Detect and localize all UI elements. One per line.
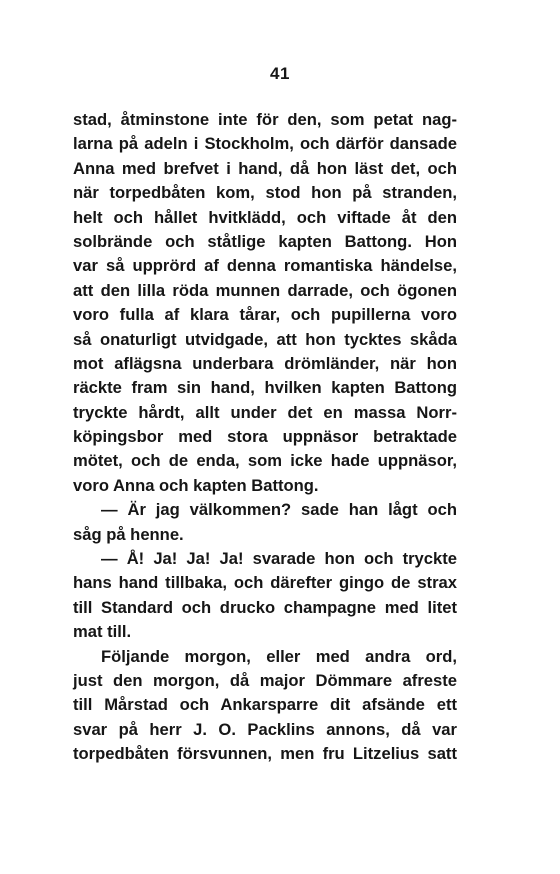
text-line: till Standard och drucko champagne med litet xyxy=(73,597,457,617)
text-line: såg på henne. xyxy=(73,524,184,544)
text-line: solbrände och ståtlige kapten Battong. Hon xyxy=(73,231,457,251)
text-line: larna på adeln i Stockholm, och därför dansade xyxy=(73,134,457,154)
text-line: — Å! Ja! Ja! Ja! svarade hon och tryckte xyxy=(101,549,457,569)
text-line: var så upprörd af denna romantiska händelse, xyxy=(73,256,457,276)
text-line: när torpedbåten kom, stod hon på stranden, xyxy=(73,183,457,203)
text-line: Följande morgon, eller med andra ord, xyxy=(101,646,457,666)
body-text xyxy=(73,108,457,767)
text-line: räckte fram sin hand, hvilken kapten Battong xyxy=(73,378,457,398)
text-line: helt och hållet hvitklädd, och viftade åt den xyxy=(73,207,457,227)
text-line: Anna med brefvet i hand, då hon läst det, och xyxy=(73,158,457,178)
text-line: till Mårstad och Ankarsparre dit afsände ett xyxy=(73,695,457,715)
text-line: voro Anna och kapten Battong. xyxy=(73,475,319,495)
text-line: tryckte hårdt, allt under det en massa Norr- xyxy=(73,402,457,422)
text-line: voro fulla af klara tårar, och pupillerna voro xyxy=(73,305,457,325)
text-line: mötet, och de enda, som icke hade uppnäsor, xyxy=(73,451,457,471)
text-line: torpedbåten försvunnen, men fru Litzelius satt xyxy=(73,744,457,764)
text-line: hans hand tillbaka, och därefter gingo de strax xyxy=(73,573,457,593)
text-line: så onaturligt utvidgade, att hon tycktes skåda xyxy=(73,329,457,349)
text-line: svar på herr J. O. Packlins annons, då var xyxy=(73,719,457,739)
text-line: mat till. xyxy=(73,622,132,642)
text-line: just den morgon, då major Dömmare afreste xyxy=(73,670,457,690)
text-line: — Är jag välkommen? sade han lågt och xyxy=(101,500,457,520)
text-line: stad, åtminstone inte för den, som petat nag- xyxy=(73,110,457,129)
page-number: 41 xyxy=(270,64,290,83)
text-line: köpingsbor med stora uppnäsor betraktade xyxy=(73,427,457,447)
text-line: att den lilla röda munnen darrade, och ögonen xyxy=(73,280,457,300)
text-line: mot aflägsna underbara drömländer, när hon xyxy=(73,353,457,373)
